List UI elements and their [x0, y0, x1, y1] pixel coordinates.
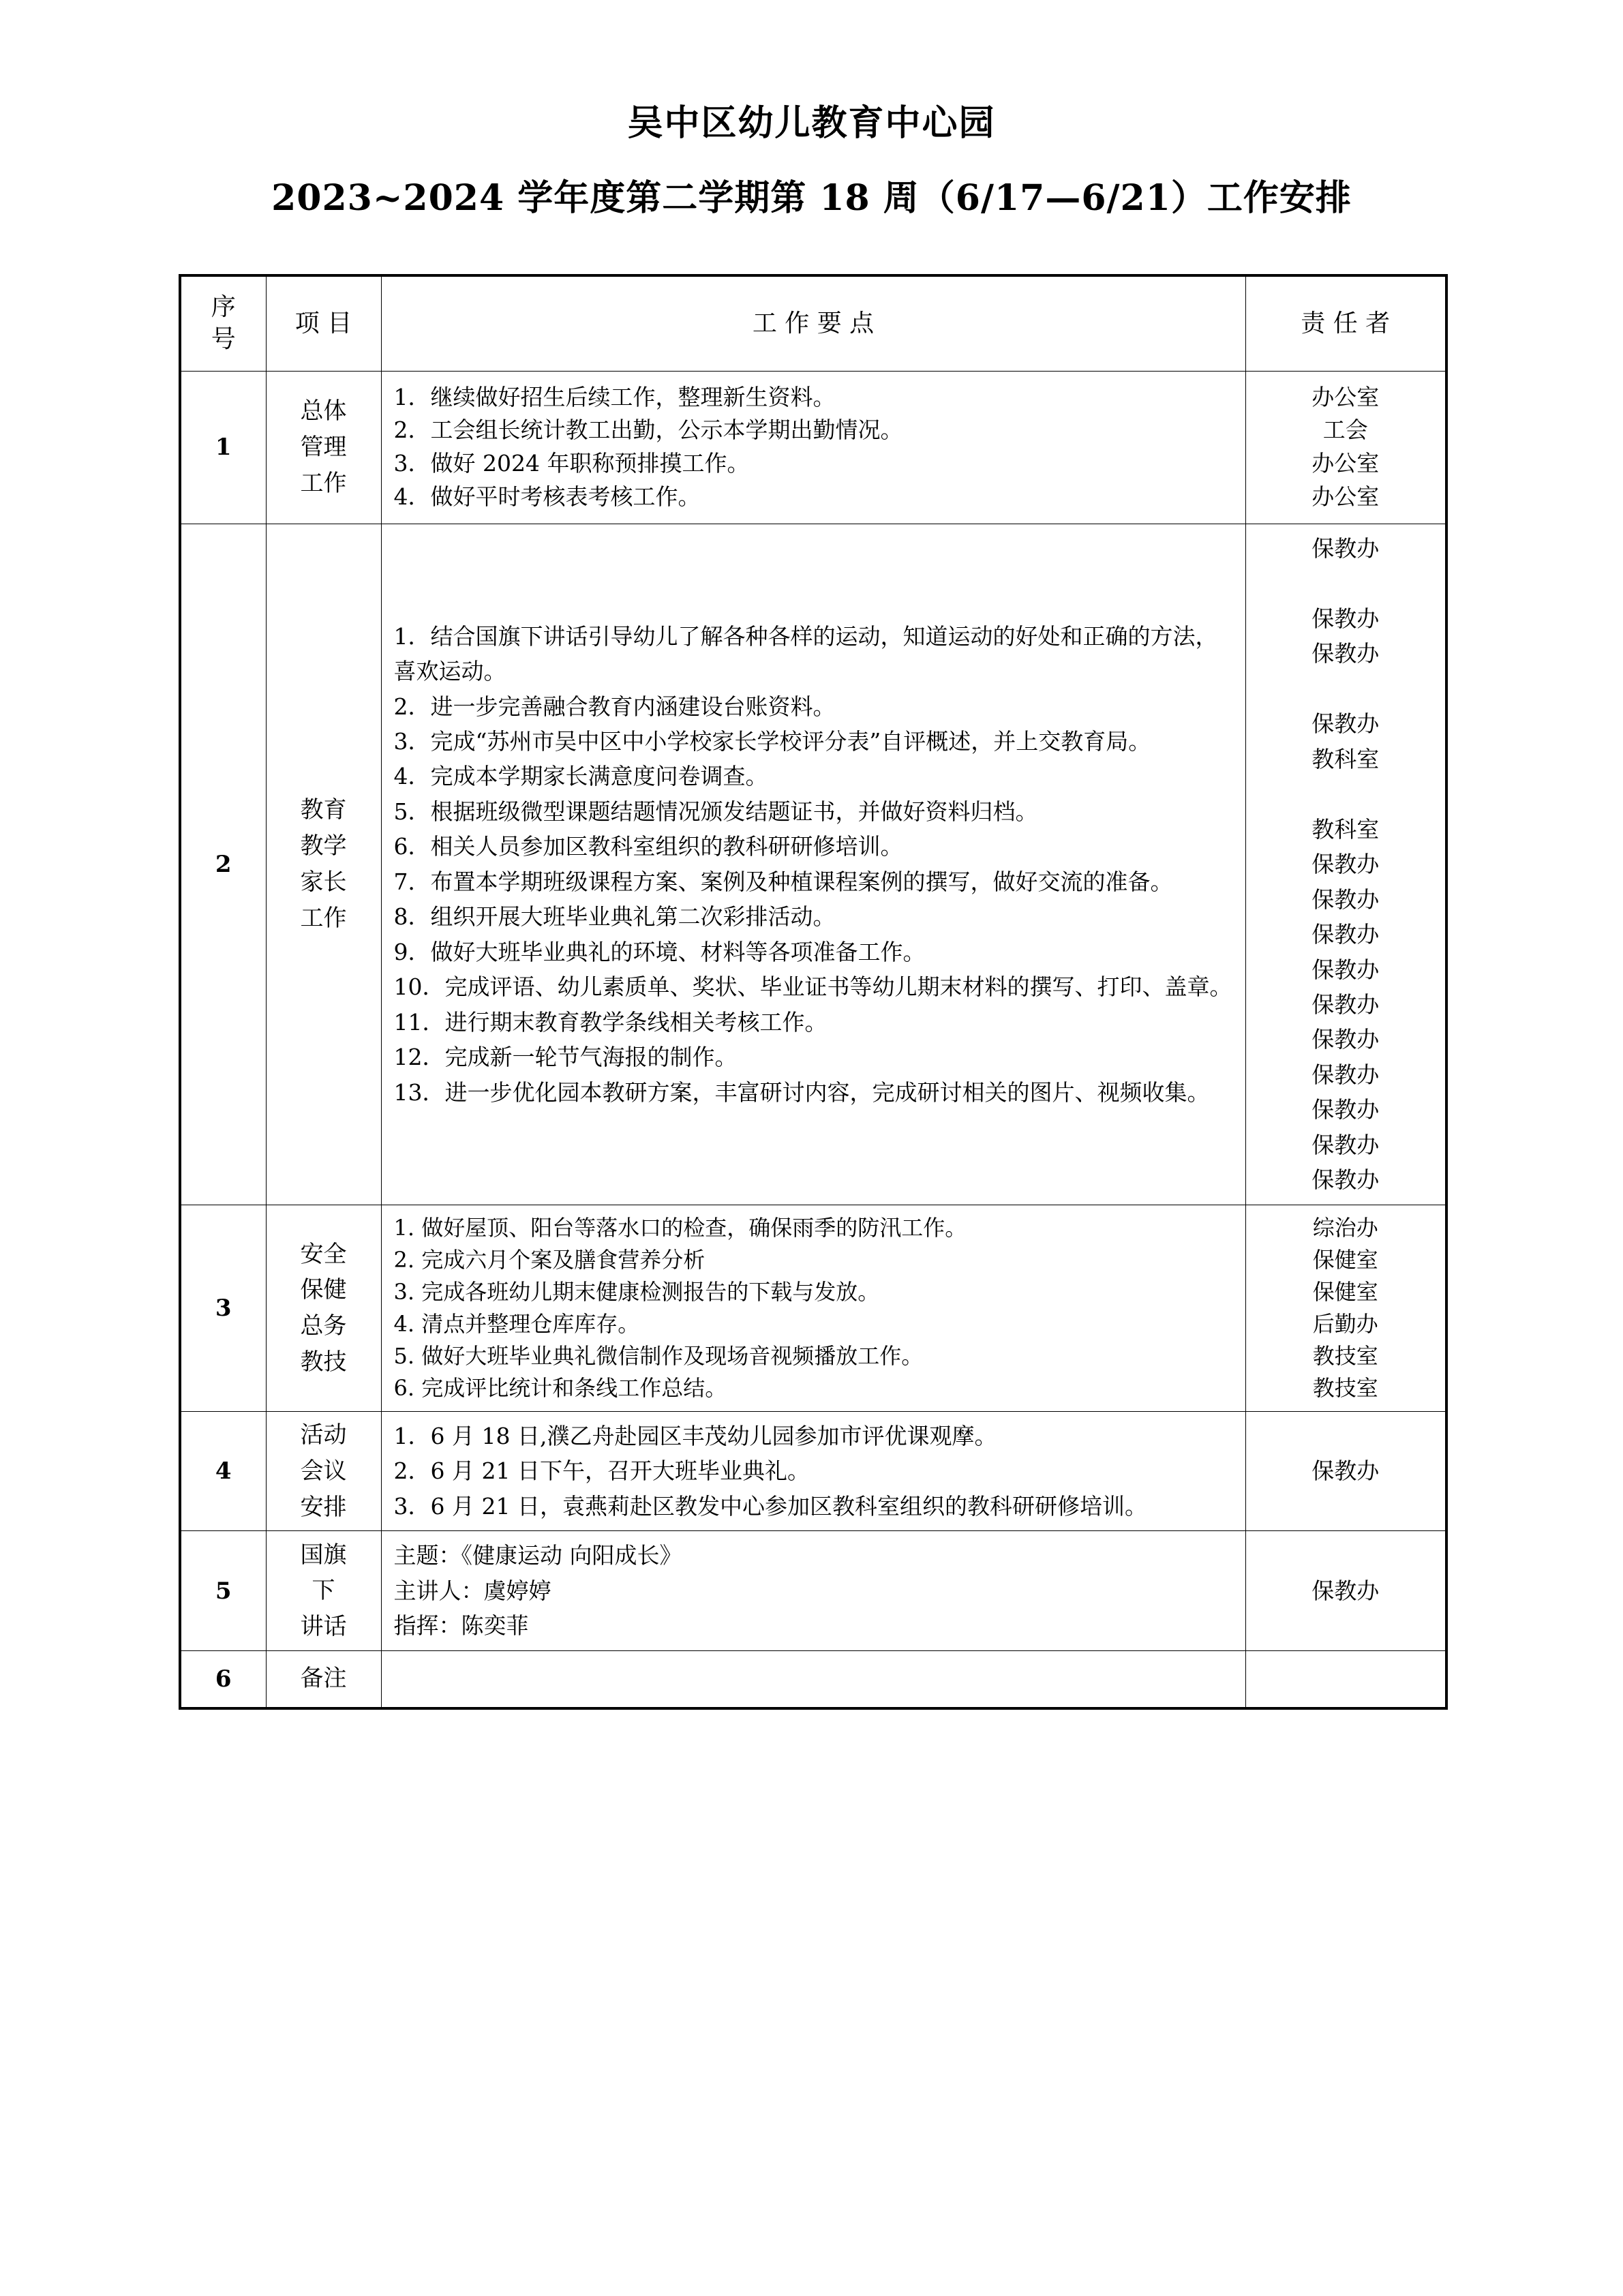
header-seq-line2: 号 — [211, 324, 236, 353]
row-seq: 4 — [180, 1412, 266, 1531]
page-subtitle: 2023~2024 学年度第二学期第 18 周（6/17—6/21）工作安排 — [271, 177, 1352, 220]
project-line: 会议 — [300, 1457, 347, 1485]
row-work-points — [381, 1412, 1245, 1531]
row-responsible — [1245, 1531, 1446, 1650]
work-point: 3．做好 2024 年职称预排摸工作。 — [393, 450, 750, 477]
row-project — [266, 1412, 381, 1531]
work-point: 3．6 月 21 日，袁燕莉赴区教发中心参加区教科室组织的教科研研修培训。 — [393, 1492, 1147, 1520]
row-responsible — [1245, 1412, 1446, 1531]
work-point: 4．做好平时考核表考核工作。 — [393, 483, 701, 511]
work-point: 12．完成新一轮节气海报的制作。 — [393, 1044, 738, 1071]
row-seq: 2 — [180, 524, 266, 1205]
work-point: 主题：《健康运动 向阳成长》 — [393, 1542, 682, 1569]
project-line: 下 — [312, 1577, 335, 1605]
project-line: 总体 — [300, 397, 347, 425]
header-cell-project: 项 目 — [266, 275, 381, 371]
row-seq: 6 — [180, 1650, 266, 1708]
responsible-line: 保教办 — [1311, 534, 1380, 562]
responsible-line: 教技室 — [1312, 1374, 1378, 1401]
responsible-line: 保教办 — [1311, 1096, 1380, 1123]
work-point: 4．完成本学期家长满意度问卷调查。 — [393, 763, 768, 790]
row-responsible — [1245, 1650, 1446, 1708]
row-project — [266, 371, 381, 524]
table-header-row — [180, 275, 1446, 371]
work-point: 2．进一步完善融合教育内涵建设台账资料。 — [393, 693, 836, 720]
schedule-table-wrapper — [179, 274, 1445, 1710]
work-point: 5. 做好大班毕业典礼微信制作及现场音视频播放工作。 — [393, 1342, 924, 1369]
responsible-line: 办公室 — [1311, 383, 1380, 410]
responsible-line: 保健室 — [1312, 1246, 1378, 1273]
work-point: 11．进行期末教育教学条线相关考核工作。 — [393, 1008, 828, 1036]
project-line: 管理 — [300, 433, 347, 461]
responsible-line: 保教办 — [1311, 1577, 1380, 1604]
responsible-line — [1246, 566, 1446, 601]
work-point: 1．继续做好招生后续工作，整理新生资料。 — [393, 383, 836, 410]
responsible-line — [1246, 776, 1446, 811]
responsible-line: 教科室 — [1311, 745, 1380, 772]
responsible-line: 保教办 — [1311, 605, 1380, 632]
row-project — [266, 1650, 381, 1708]
responsible-line: 办公室 — [1311, 483, 1380, 511]
row-responsible — [1245, 371, 1446, 524]
responsible-line: 保教办 — [1311, 1061, 1380, 1088]
responsible-line: 保教办 — [1311, 1166, 1380, 1194]
work-point: 6. 完成评比统计和条线工作总结。 — [393, 1374, 727, 1401]
responsible-line: 保教办 — [1311, 991, 1380, 1018]
work-point: 主讲人：虞婷婷 — [393, 1577, 551, 1604]
project-line: 保健 — [300, 1276, 347, 1304]
table-row — [180, 524, 1446, 1205]
responsible-line: 办公室 — [1311, 450, 1380, 477]
project-line: 教技 — [300, 1348, 347, 1376]
project-line: 活动 — [300, 1421, 347, 1449]
row-work-points — [381, 1650, 1245, 1708]
responsible-line: 保教办 — [1311, 956, 1380, 983]
responsible-line: 保教办 — [1311, 1457, 1380, 1485]
schedule-table — [179, 274, 1448, 1710]
row-seq: 5 — [180, 1531, 266, 1650]
project-line: 总务 — [300, 1312, 347, 1340]
responsible-line: 教技室 — [1312, 1342, 1378, 1369]
row-work-points — [381, 1531, 1245, 1650]
work-point: 2．6 月 21 日下午，召开大班毕业典礼。 — [393, 1457, 810, 1485]
header-cell-seq — [180, 275, 266, 371]
work-point: 6．相关人员参加区教科室组织的教科研研修培训。 — [393, 833, 903, 860]
row-seq: 1 — [180, 371, 266, 524]
work-point: 1. 做好屋顶、阳台等落水口的检查，确保雨季的防汛工作。 — [393, 1214, 967, 1241]
row-work-points — [381, 371, 1245, 524]
work-point: 9．做好大班毕业典礼的环境、材料等各项准备工作。 — [393, 938, 926, 965]
responsible-line: 综治办 — [1312, 1214, 1378, 1241]
responsible-line: 后勤办 — [1312, 1310, 1378, 1337]
work-point: 3. 完成各班幼儿期末健康检测报告的下载与发放。 — [393, 1278, 880, 1305]
page-title: 吴中区幼儿教育中心园 — [627, 102, 996, 144]
work-point: 2. 完成六月个案及膳食营养分析 — [393, 1246, 706, 1273]
responsible-line: 保教办 — [1311, 851, 1380, 878]
project-line: 安全 — [300, 1240, 347, 1268]
title-block — [0, 102, 1623, 220]
row-project — [266, 1205, 381, 1411]
responsible-line — [1246, 671, 1446, 706]
project-line: 工作 — [300, 904, 347, 932]
header-cell-work-points: 工 作 要 点 — [381, 275, 1245, 371]
work-point: 5．根据班级微型课题结题情况颁发结题证书，并做好资料归档。 — [393, 798, 1038, 825]
table-row — [180, 1205, 1446, 1411]
project-line: 国旗 — [300, 1541, 347, 1569]
responsible-line: 工会 — [1322, 417, 1368, 444]
project-line: 安排 — [300, 1493, 347, 1521]
responsible-line: 保教办 — [1311, 640, 1380, 667]
responsible-line: 保教办 — [1311, 1131, 1380, 1158]
project-line: 家长 — [300, 868, 347, 896]
work-point: 2．工会组长统计教工出勤，公示本学期出勤情况。 — [393, 417, 903, 444]
work-point: 13．进一步优化园本教研方案，丰富研讨内容，完成研讨相关的图片、视频收集。 — [393, 1078, 1210, 1106]
project-line: 教学 — [300, 832, 347, 860]
work-point: 10．完成评语、幼儿素质单、奖状、毕业证书等幼儿期末材料的撰写、打印、盖章。 — [393, 973, 1232, 1001]
header-cell-responsible: 责 任 者 — [1245, 275, 1446, 371]
project-line: 工作 — [300, 469, 347, 497]
row-project — [266, 1531, 381, 1650]
project-line: 备注 — [300, 1665, 347, 1693]
row-responsible — [1245, 1205, 1446, 1411]
work-point: 4. 清点并整理仓库库存。 — [393, 1310, 640, 1337]
row-work-points — [381, 524, 1245, 1205]
project-line: 教育 — [300, 796, 347, 824]
responsible-line: 保教办 — [1311, 1026, 1380, 1053]
responsible-line: 保教办 — [1311, 921, 1380, 948]
work-point: 1．6 月 18 日,濮乙舟赴园区丰茂幼儿园参加市评优课观摩。 — [393, 1423, 997, 1449]
responsible-line: 教科室 — [1311, 815, 1380, 843]
work-point: 8．组织开展大班毕业典礼第二次彩排活动。 — [393, 903, 836, 931]
work-point: 7．布置本学期班级课程方案、案例及种植课程案例的撰写，做好交流的准备。 — [393, 868, 1173, 895]
project-line: 讲话 — [300, 1612, 347, 1640]
row-responsible — [1245, 524, 1446, 1205]
responsible-line: 保教办 — [1311, 886, 1380, 913]
work-point: 指挥：陈奕菲 — [393, 1612, 529, 1640]
work-point: 3．完成“苏州市吴中区中小学校家长学校评分表”自评概述，并上交教育局。 — [393, 727, 1151, 755]
responsible-line: 保教办 — [1311, 710, 1380, 738]
work-point: 1．结合国旗下讲话引导幼儿了解各种各样的运动，知道运动的好处和正确的方法，喜欢运动。 — [393, 622, 1218, 685]
header-seq-line1: 序 — [211, 293, 236, 321]
table-row — [180, 1531, 1446, 1650]
table-row — [180, 371, 1446, 524]
row-work-points — [381, 1205, 1245, 1411]
table-row — [180, 1650, 1446, 1708]
row-seq: 3 — [180, 1205, 266, 1411]
responsible-line: 保健室 — [1312, 1278, 1378, 1305]
row-project — [266, 524, 381, 1205]
table-row — [180, 1412, 1446, 1531]
